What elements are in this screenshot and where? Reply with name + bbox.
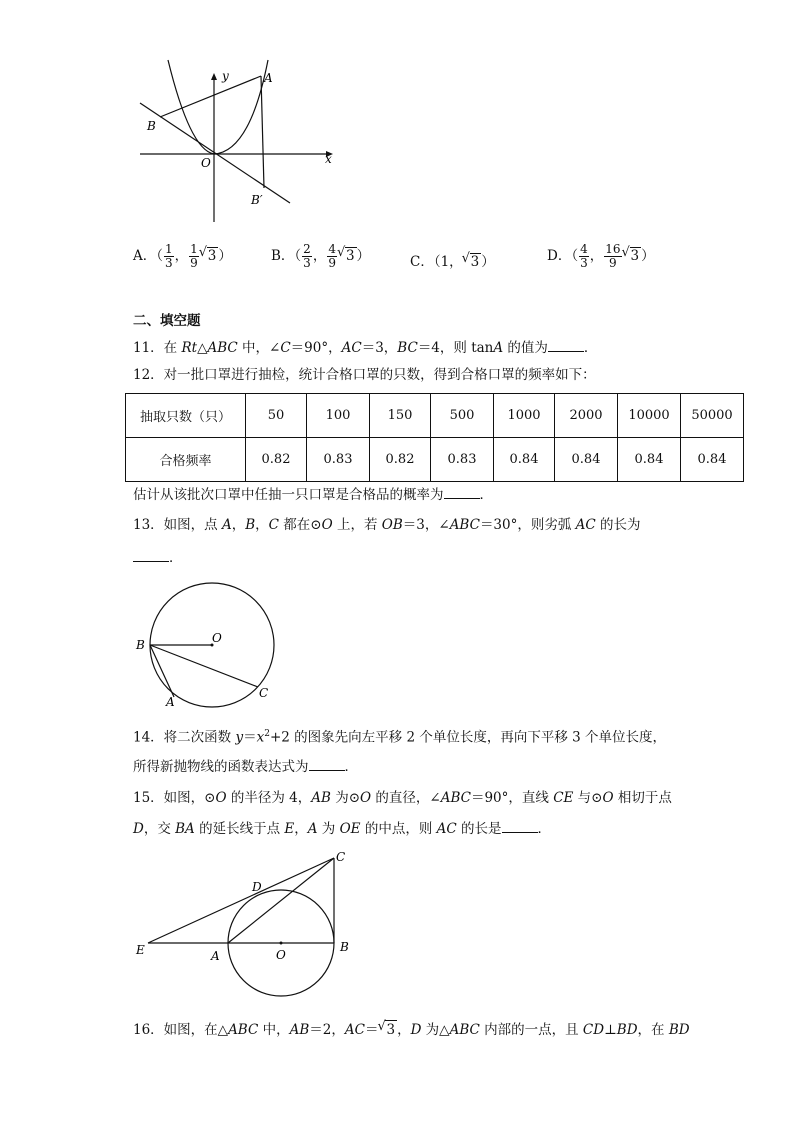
question-14: 14．将二次函数 $y=x^2+2$ 的图象先向左平移 2 个单位长度，再向下平移 3 个单位长度， <box>133 729 667 746</box>
label-E: E <box>136 943 145 957</box>
answer-blank[interactable] <box>548 338 584 352</box>
question-15-line2: D，交 BA 的延长线于点 E，A 为 OE 的中点，则 AC 的长是 ． <box>133 821 552 837</box>
label-C: C <box>259 686 269 700</box>
table-row: 抽取只数（只） 50 100 150 500 1000 2000 10000 50000 <box>126 394 744 438</box>
label-y: y <box>222 69 229 83</box>
label-A: A <box>166 695 175 709</box>
question-14-line2: 所得新抛物线的函数表达式为 ． <box>133 759 358 775</box>
question-13-blank-line: ． <box>133 548 183 567</box>
frequency-table <box>125 393 744 482</box>
q10-option-c[interactable]: C．（1，√ 3 ） <box>410 250 495 270</box>
figure-parabola-graph <box>130 55 340 230</box>
answer-blank[interactable] <box>502 819 538 833</box>
segment-AC <box>228 858 334 943</box>
label-O: O <box>212 631 222 645</box>
figure-tangent-circle <box>130 845 360 1005</box>
figure-circle-arc <box>130 575 290 715</box>
answer-blank[interactable] <box>444 485 480 499</box>
question-15: 15．如图，⊙O 的半径为 4，AB 为⊙O 的直径，∠ABC＝90°，直线 CE 与⊙O 相切于点 <box>133 790 672 806</box>
label-A: A <box>264 71 273 85</box>
parabola-curve <box>168 60 268 154</box>
question-12: 12．对一批口罩进行抽检，统计合格口罩的只数，得到合格口罩的频率如下： <box>133 367 596 383</box>
q10-option-d[interactable]: D．（ $\frac{4}{3}$ ， $\frac{16}{9}$ √ 3 ） <box>547 243 655 270</box>
answer-blank[interactable] <box>133 548 169 562</box>
question-13: 13．如图，点 A，B，C 都在⊙O 上，若 OB＝3，∠ABC＝30°，则劣弧 AC 的长为 <box>133 517 641 533</box>
question-11: 11．在 Rt△ABC 中，∠C＝90°，AC＝3，BC＝4，则 tanA 的值为 ． <box>133 340 598 356</box>
center-point <box>280 942 283 945</box>
answer-blank[interactable] <box>309 757 345 771</box>
label-B-prime: B′ <box>251 193 263 207</box>
label-B: B <box>136 638 145 652</box>
question-16: 16．如图，在△ABC 中，AB＝2，AC＝√ 3 ，D 为△ABC 内部的一点，且 CD⊥BD，在 BD <box>133 1020 690 1039</box>
tangent-EC <box>148 858 334 943</box>
section-title: 二、填空题 <box>133 313 201 329</box>
table-row: 合格频率 0.82 0.83 0.82 0.83 0.84 0.84 0.84 0.84 <box>126 438 744 482</box>
label-B: B <box>147 119 156 133</box>
label-D: D <box>252 880 262 894</box>
question-12-tail: 估计从该批次口罩中任抽一只口罩是合格品的概率为 ． <box>133 487 493 503</box>
segment-BA <box>160 76 261 117</box>
label-C: C <box>336 850 346 864</box>
label-x: x <box>325 152 332 166</box>
label-B: B <box>340 940 349 954</box>
segment-AB-prime <box>261 76 264 188</box>
line-through-origin <box>140 103 290 203</box>
q10-option-b[interactable]: B．（ $\frac{2}{3}$ ， $\frac{4}{9}$ √ 3 ） <box>271 243 370 270</box>
y-axis-arrow <box>211 73 217 80</box>
label-O: O <box>276 948 286 962</box>
label-A: A <box>211 949 220 963</box>
q10-option-a[interactable]: A．（ $\frac{1}{3}$ ， $\frac{1}{9}$ √ 3 ） <box>133 243 232 270</box>
label-O: O <box>201 156 211 170</box>
